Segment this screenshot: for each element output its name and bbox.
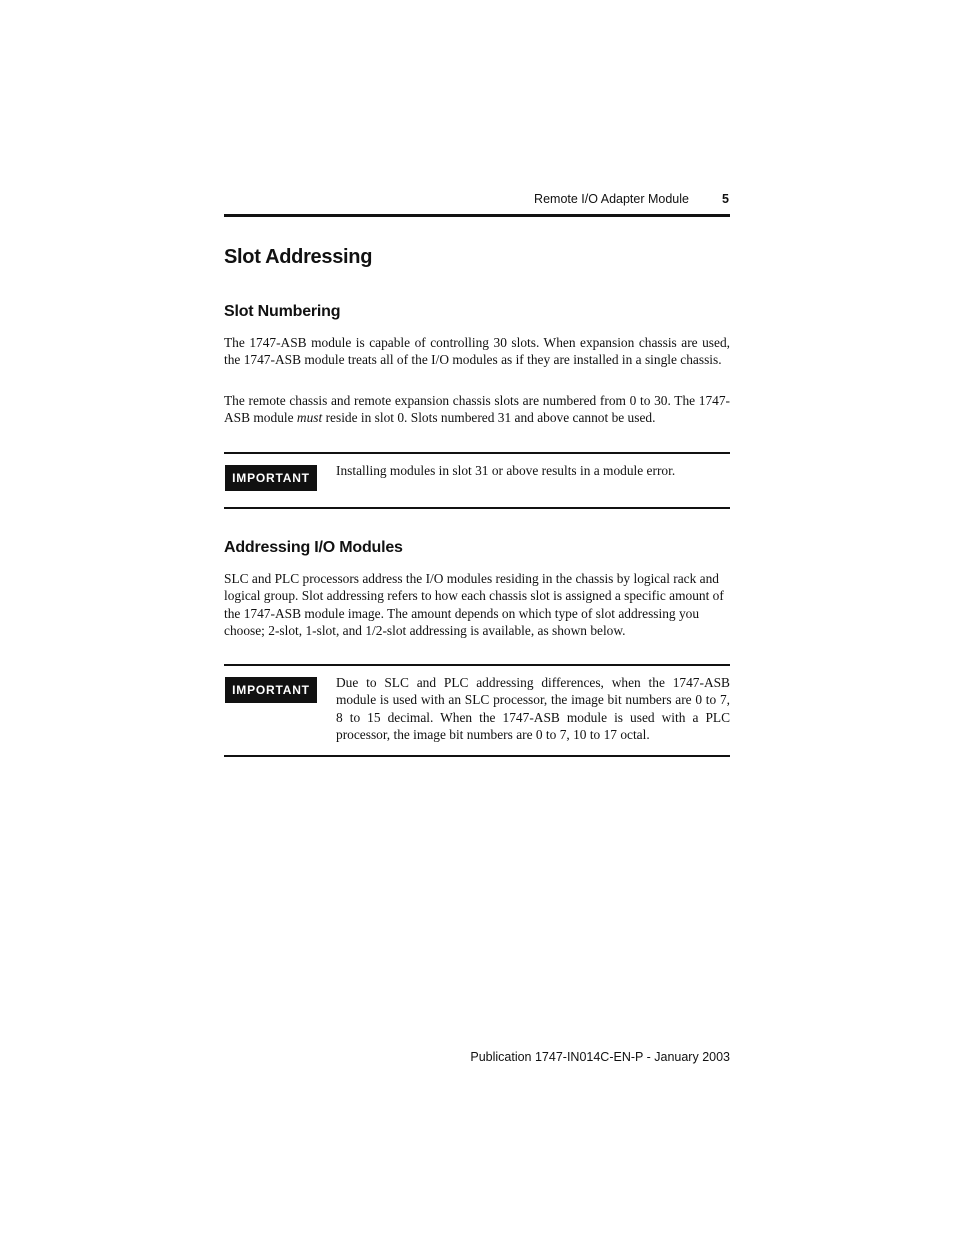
subsection-title-slot-numbering: Slot Numbering [224, 303, 341, 320]
important-badge: IMPORTANT [225, 677, 317, 703]
emphasis-text: must [296, 410, 323, 426]
paragraph-slot-range [224, 392, 730, 427]
important-bottom-rule [224, 507, 730, 509]
important-bottom-rule [224, 755, 730, 757]
important-note-text: Installing modules in slot 31 or above results in a module error. [336, 463, 676, 478]
page-number: 5 [722, 192, 729, 206]
important-badge: IMPORTANT [225, 465, 317, 491]
header-rule [224, 214, 730, 217]
running-header [224, 192, 730, 210]
important-top-rule [224, 664, 730, 666]
important-top-rule [224, 452, 730, 454]
paragraph-text: The remote chassis and remote expansion chassis slots are numbered from 0 to 30. The 1747-ASB module [224, 393, 730, 426]
publication-footer: Publication 1747-IN014C-EN-P - January 2003 [470, 1050, 730, 1064]
section-title: Slot Addressing [224, 246, 373, 268]
paragraph-addressing-io: SLC and PLC processors address the I/O modules residing in the chassis by logical rack and logical group. Slot addressing refers to how each chassis slot is assigned a specific amount of the 1747-ASB module image. The amount depends on which type of slot addressing you choose; 2-slot, 1-slot, and 1/2-slot addressing is available, as shown below. [224, 571, 724, 638]
important-note-text: Due to SLC and PLC addressing differences, when the 1747-ASB module is used with an SLC processor, the image bit numbers are 0 to 7, 8 to 15 decimal. When the 1747-ASB module is used with a PLC processor, the image bit numbers are 0 to 7, 10 to 17 octal. [336, 675, 730, 742]
paragraph-slot-capacity: The 1747-ASB module is capable of controlling 30 slots. When expansion chassis are used, the 1747-ASB module treats all of the I/O modules as if they are installed in a single chassis. [224, 335, 730, 368]
running-title: Remote I/O Adapter Module [534, 192, 689, 206]
subsection-title-addressing-io: Addressing I/O Modules [224, 539, 403, 556]
paragraph-text: reside in slot 0. Slots numbered 31 and above cannot be used. [322, 410, 656, 426]
